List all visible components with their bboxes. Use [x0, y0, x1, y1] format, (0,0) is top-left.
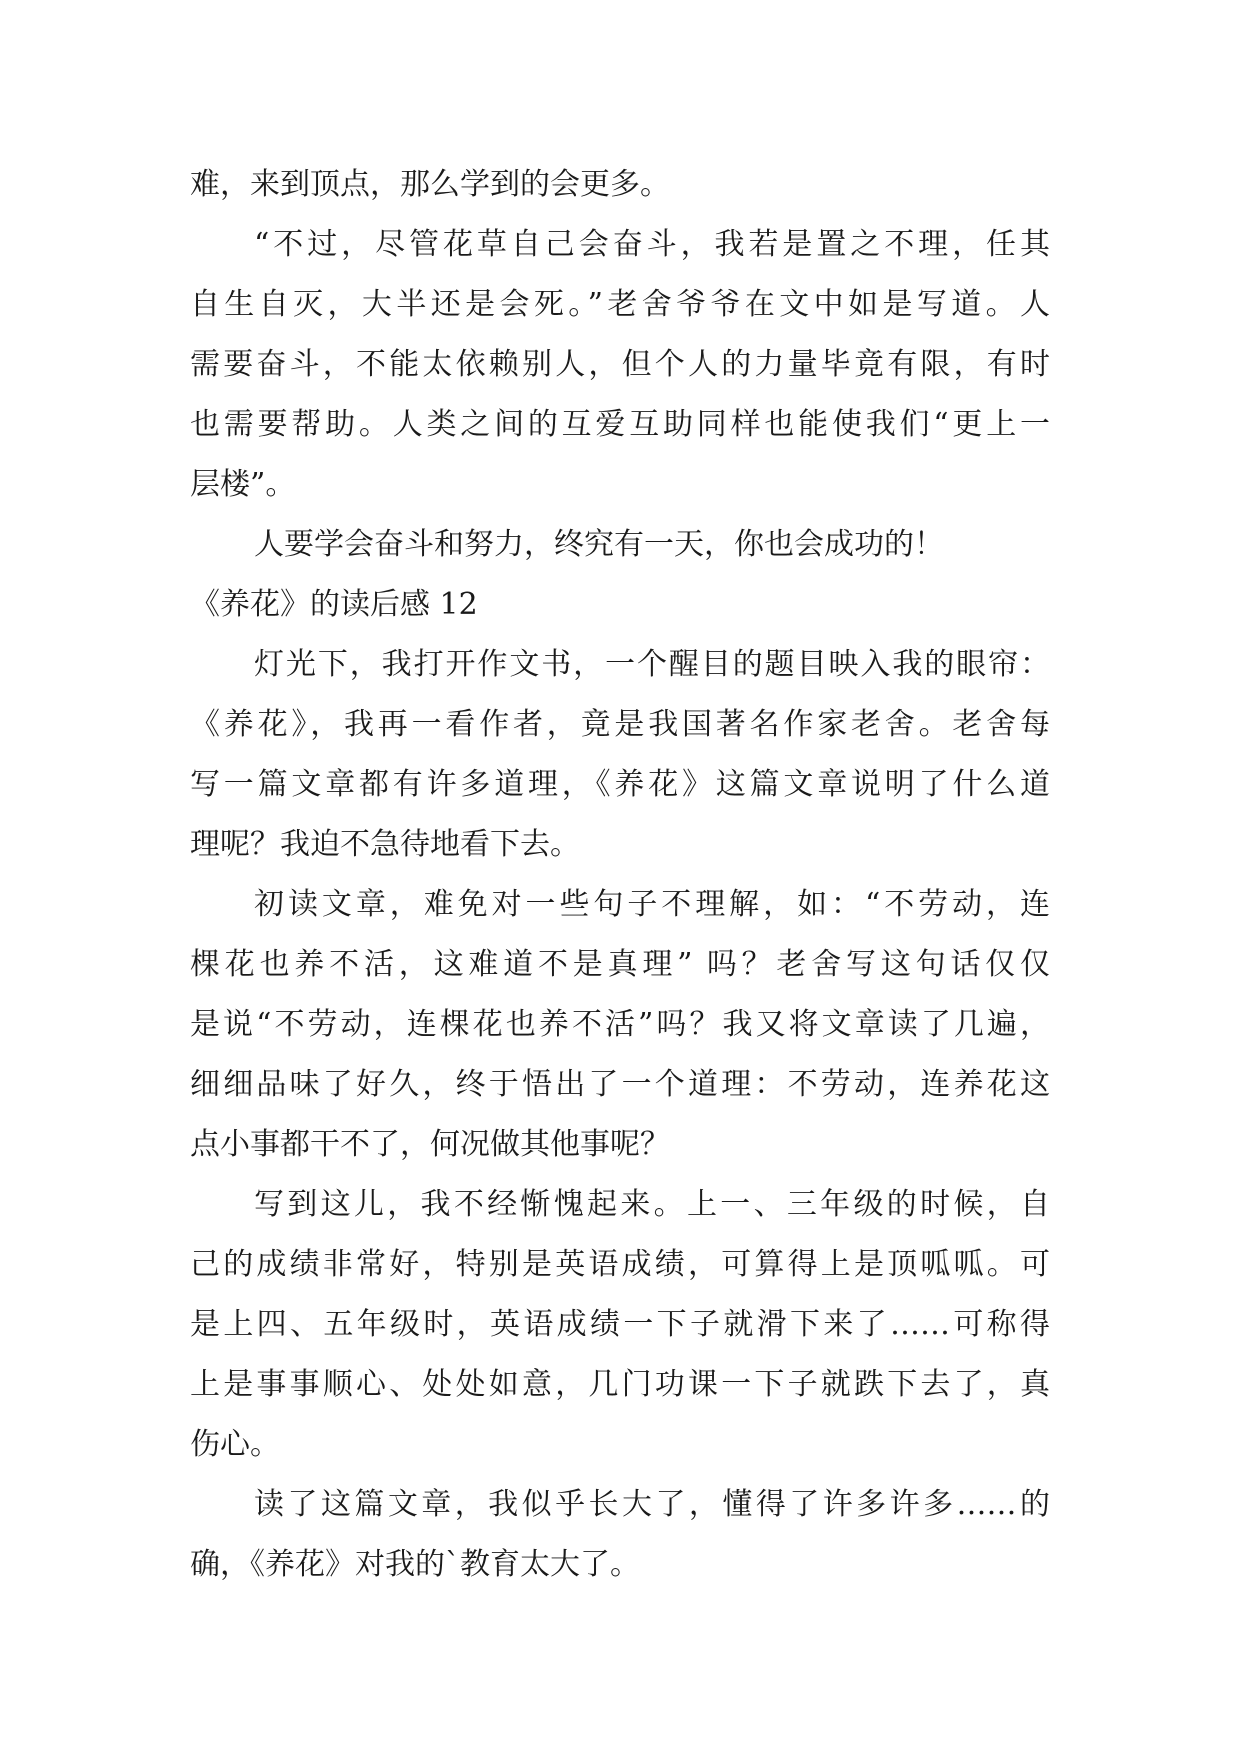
text-line: 读了这篇文章，我似乎长大了，懂得了许多许多……的: [254, 1487, 1050, 1522]
text-line: 初读文章，难免对一些句子不理解，如：“不劳动，连: [254, 887, 1050, 922]
text-line: 是说“不劳动，连棵花也养不活”吗？我又将文章读了几遍，: [190, 1007, 1050, 1042]
text-line: 也需要帮助。人类之间的互爱互助同样也能使我们“更上一: [190, 407, 1050, 442]
text-line: 确，《养花》对我的`教育太大了。: [190, 1547, 640, 1582]
text-line: 己的成绩非常好，特别是英语成绩，可算得上是顶呱呱。可: [190, 1247, 1050, 1282]
text-line: 层楼”。: [190, 467, 296, 502]
text-line: 难，来到顶点，那么学到的会更多。: [190, 167, 670, 202]
text-line: 写到这儿，我不经惭愧起来。上一、三年级的时候，自: [254, 1187, 1050, 1222]
text-line: 是上四、五年级时，英语成绩一下子就滑下来了……可称得: [190, 1307, 1050, 1342]
text-line: 自生自灭，大半还是会死。”老舍爷爷在文中如是写道。人: [190, 287, 1050, 322]
text-line: 上是事事顺心、处处如意，几门功课一下子就跌下去了，真: [190, 1367, 1050, 1402]
text-line: 伤心。: [190, 1427, 280, 1462]
text-line: 人要学会奋斗和努力，终究有一天，你也会成功的！: [254, 527, 944, 562]
text-line: “不过，尽管花草自己会奋斗，我若是置之不理，任其: [254, 227, 1050, 262]
text-line: 理呢？我迫不急待地看下去。: [190, 827, 580, 862]
text-line: 需要奋斗，不能太依赖别人，但个人的力量毕竟有限，有时: [190, 347, 1050, 382]
text-line: 棵花也养不活，这难道不是真理” 吗？老舍写这句话仅仅: [190, 947, 1050, 982]
text-line: 《养花》，我再一看作者，竟是我国著名作家老舍。老舍每: [190, 707, 1050, 742]
text-line: 写一篇文章都有许多道理，《养花》这篇文章说明了什么道: [190, 767, 1050, 802]
text-line: 细细品味了好久，终于悟出了一个道理：不劳动，连养花这: [190, 1067, 1050, 1102]
section-title: 《养花》的读后感 12: [190, 587, 478, 622]
document-body: [190, 155, 1050, 1595]
text-line: 灯光下，我打开作文书，一个醒目的题目映入我的眼帘：: [254, 647, 1050, 682]
text-line: 点小事都干不了，何况做其他事呢？: [190, 1127, 670, 1162]
